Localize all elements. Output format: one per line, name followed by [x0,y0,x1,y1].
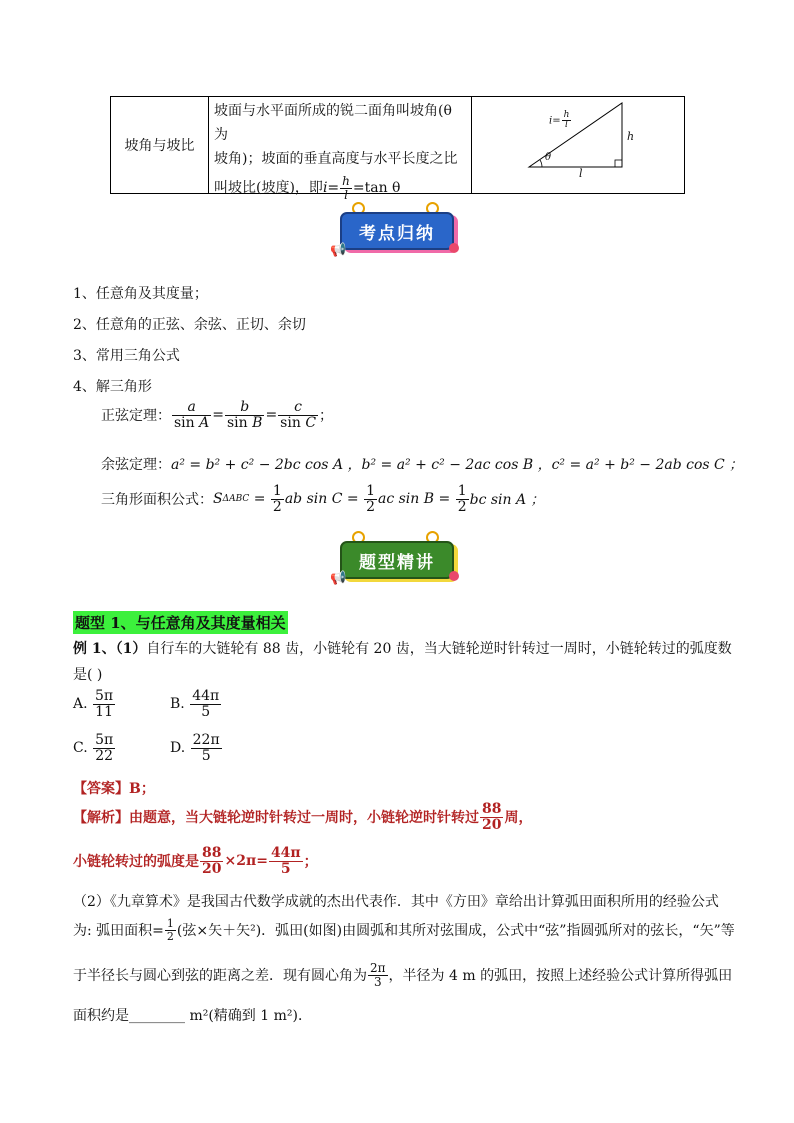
part2-line-1: （2）《九章算术》是我国古代数学成就的杰出代表作．其中《方田》章给出计算弧田面积所用的经验公式 [73,894,719,910]
l-label: l [579,167,583,180]
megaphone-icon: 📢 [330,243,347,258]
slope-table [110,96,685,202]
arc-result: 小链轮转过的弧度是 $\frac{88}{20}$ ×2π= $\frac{44\pi}{5}$ ； [73,845,318,877]
banner-tixing: 题型精讲 [340,541,454,579]
heart-icon [449,243,459,253]
example-1-line-1: 例 1、（1）自行车的大链轮有 88 齿，小链轮有 20 齿，当大链轮逆时针转过一周时，小链轮转过的弧度数 [73,641,732,657]
example-1-line-2: 是( ) [73,667,103,683]
right-triangle-figure [472,97,684,193]
point-3: 3、常用三角公式 [73,348,180,364]
theta-label: θ [545,152,552,163]
h-label: h [627,130,635,143]
option-c: C. $\frac{5\pi}{22}$ [73,732,114,764]
ratio-fraction: $\frac{h}{l}$ [342,174,350,202]
sine-law: 正弦定理： $\frac{a}{\text{sin A}}$ = $\frac{b}{\text{sin B}}$ = $\frac{c}{\text{sin C}}$ ； [101,399,334,431]
banner-kaodian: 考点归纳 [340,212,454,250]
desc-line-1: 坡面与水平面所成的锐二面角叫坡角(θ为 [214,103,452,143]
i-ratio-label: i= $\frac{h}{l}$ [549,110,570,131]
point-1: 1、任意角及其度量； [73,286,208,302]
option-b: B. $\frac{44\pi}{5}$ [170,688,220,720]
part2-line-3: 于半径长与圆心到弦的距离之差．现有圆心角为 $\frac{2\pi}{3}$ ，半径为 4 m 的弧田，按照上述经验公式计算所得弧田 [73,961,733,989]
analysis: 【解析】由题意，当大链轮逆时针转过一周时，小链轮逆时针转过 $\frac{88}{20}$ 周， [73,801,533,833]
option-d: D. $\frac{22\pi}{5}$ [170,732,220,764]
slope-figure [472,97,684,193]
desc-line-2: 坡角)；坡面的垂直高度与水平长度之比 [214,151,458,167]
slope-description [208,97,472,202]
part2-line-4: 面积约是________ m²(精确到 1 m²)． [73,1008,312,1024]
megaphone-icon: 📢 [330,571,347,586]
slope-label: 坡角与坡比 [111,97,209,193]
part2-line-2: 为: 弧田面积= $\frac{1}{2}$ (弦×矢＋矢²)．弧田(如图)由圆弧和其所对弦围成，公式中“弦”指圆弧所对的弦长，“矢”等 [73,917,735,943]
heart-icon [449,571,459,581]
answer: 【答案】B； [73,781,155,797]
section-title: 题型 1、与任意角及其度量相关 [73,611,288,634]
point-2: 2、任意角的正弦、余弦、正切、余切 [73,317,306,333]
option-a: A. $\frac{5\pi}{11}$ [73,688,114,720]
cosine-law: 余弦定理：a² = b² + c² − 2bc cos A ，b² = a² + c² − 2ac cos B ，c² = a² + b² − 2ab cos C ； [101,457,744,473]
point-4: 4、解三角形 [73,379,152,395]
area-formula: 三角形面积公式： S ΔABC = $\frac{1}{2}$ ab sin C = $\frac{1}{2}$ ac sin B = $\frac{1}{2}$ bc sin A ； [101,483,545,515]
desc-line-3: 叫坡比(坡度)，即i= $\frac{h}{l}$ =tan θ [214,174,401,202]
